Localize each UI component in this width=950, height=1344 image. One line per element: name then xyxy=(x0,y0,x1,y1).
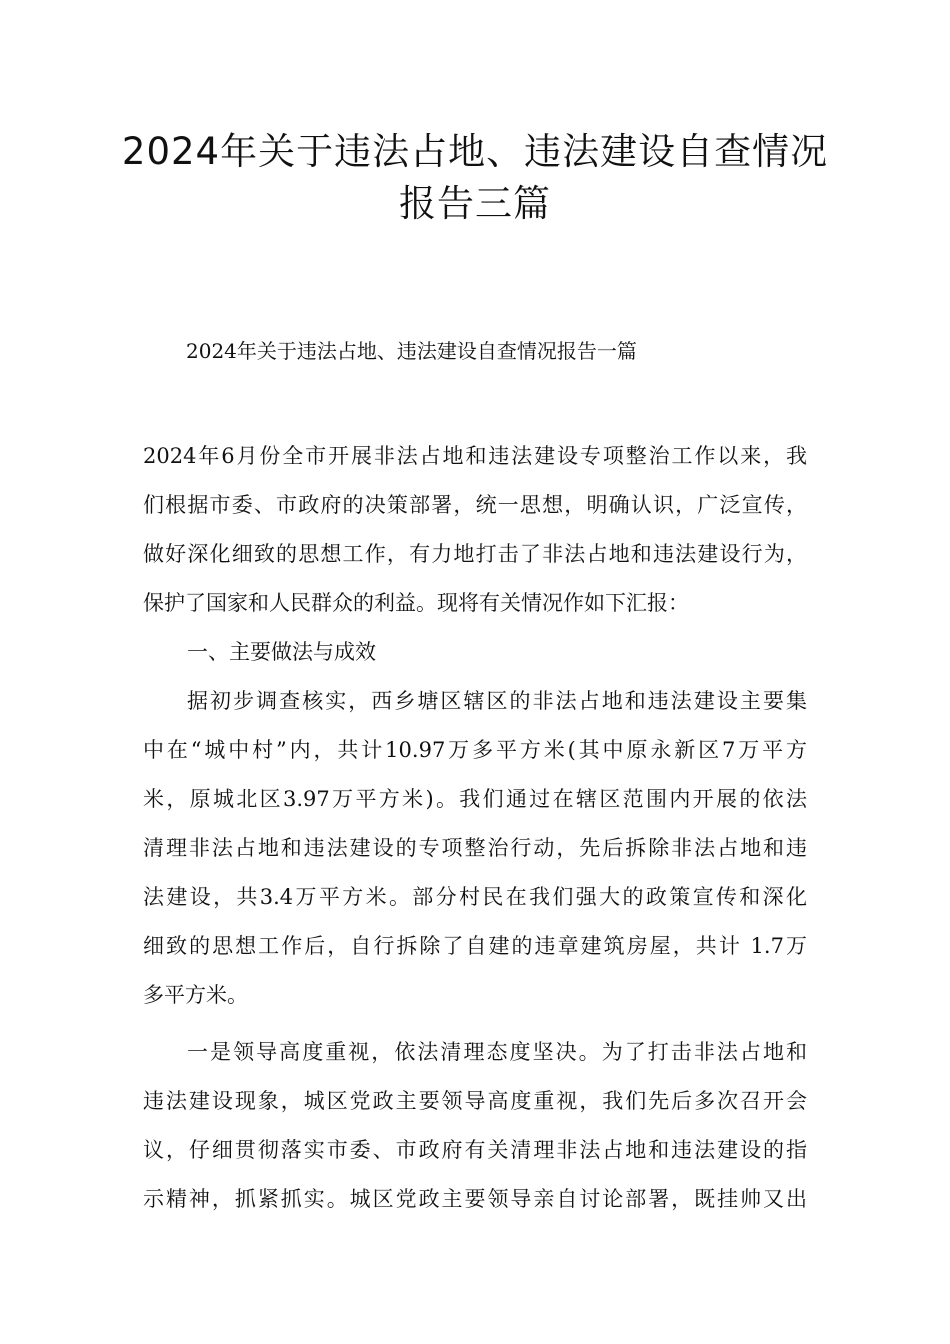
paragraph-line: 保护了国家和人民群众的利益。现将有关情况作如下汇报： xyxy=(143,591,689,615)
paragraph-line: 多平方米。 xyxy=(143,983,248,1007)
paragraph-line: 违法建设现象，城区党政主要领导高度重视，我们先后多次召开会 xyxy=(143,1089,807,1113)
section-heading xyxy=(143,628,807,677)
paragraph-line: 清理非法占地和违法建设的专项整治行动，先后拆除非法占地和违 xyxy=(143,836,807,860)
paragraph-line: 法建设，共3.4万平方米。部分村民在我们强大的政策宣传和深化 xyxy=(143,885,807,909)
paragraph-line: 中在“城中村”内，共计10.97万多平方米(其中原永新区7万平方 xyxy=(143,738,807,762)
paragraph-line: 一是领导高度重视，依法清理态度坚决。为了打击非法占地和 xyxy=(187,1040,807,1064)
paragraph-gap xyxy=(143,1020,807,1028)
document-subtitle: 2024年关于违法占地、违法建设自查情况报告一篇 xyxy=(186,339,637,363)
paragraph-line: 做好深化细致的思想工作，有力地打击了非法占地和违法建设行为， xyxy=(143,542,807,566)
paragraph-line: 米，原城北区3.97万平方米)。我们通过在辖区范围内开展的依法 xyxy=(143,787,807,811)
paragraph-line: 示精神，抓紧抓实。城区党政主要领导亲自讨论部署，既挂帅又出 xyxy=(143,1187,807,1211)
paragraph-line: 2024年6月份全市开展非法占地和违法建设专项整治工作以来，我 xyxy=(143,444,807,468)
paragraph-line: 们根据市委、市政府的决策部署，统一思想，明确认识，广泛宣传， xyxy=(143,493,807,517)
section-heading-text: 一、主要做法与成效 xyxy=(187,640,376,664)
paragraph-survey xyxy=(143,677,807,1020)
paragraph-line: 议，仔细贯彻落实市委、市政府有关清理非法占地和违法建设的指 xyxy=(143,1138,807,1162)
paragraph-line: 据初步调查核实，西乡塘区辖区的非法占地和违法建设主要集 xyxy=(187,689,807,713)
document-body xyxy=(143,432,807,1224)
document-title: 2024年关于违法占地、违法建设自查情况报告三篇 xyxy=(121,130,829,225)
paragraph-intro xyxy=(143,432,807,628)
paragraph-leadership xyxy=(143,1028,807,1224)
paragraph-line: 细致的思想工作后，自行拆除了自建的违章建筑房屋，共计 1.7万 xyxy=(143,934,807,958)
